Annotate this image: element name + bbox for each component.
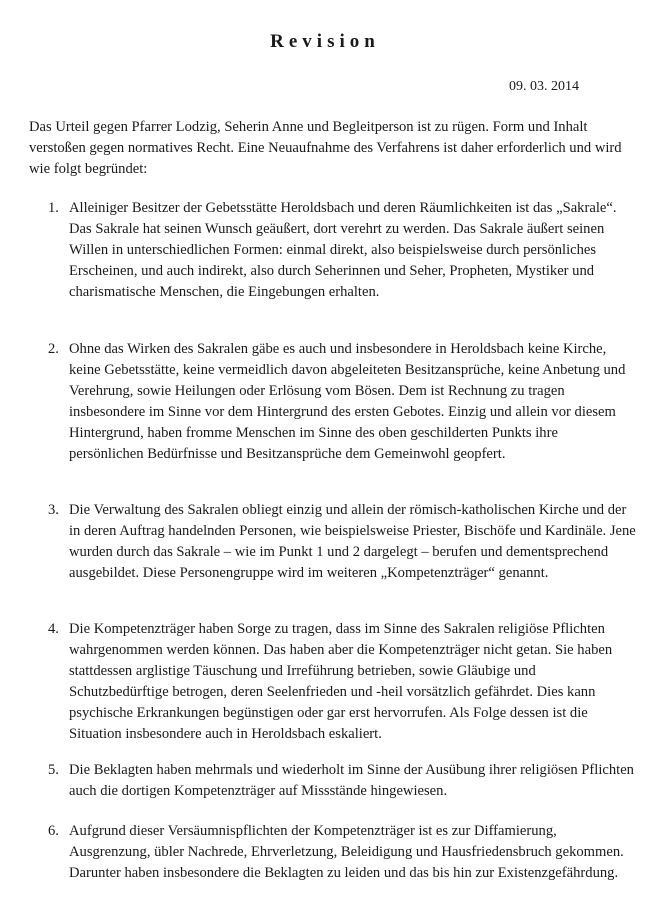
list-item-number: 6. — [48, 823, 59, 839]
list-item-number: 4. — [48, 621, 59, 637]
list-item-number: 2. — [48, 341, 59, 357]
list-item-number: 3. — [48, 502, 59, 518]
document-title: Revision — [270, 31, 380, 52]
list-item-number: 5. — [48, 762, 59, 778]
list-item-text: Alleiniger Besitzer der Gebetsstätte Heroldsbach und deren Räumlichkeiten ist das „Sakrale“. Das Sakrale hat seinen Wunsch geäußert, dort verehrt zu werden. Das Sakrale äußert seinen Willen in unterschiedlichen Formen: einmal direkt, also beispielsweise durch persönliches Erscheinen, und auch indirekt, also durch Seherinnen und Seher, Propheten, Mystiker und charismatische Menschen, die Eingebungen erhalten. — [69, 200, 617, 300]
list-item-text: Die Kompetenzträger haben Sorge zu tragen, dass im Sinne des Sakralen religiöse Pflichten wahrgenommen werden können. Das haben aber die Kompetenzträger nicht getan. Sie haben stattdessen arglistige Täuschung und Irreführung betrieben, sowie Gläubige und Schutzbedürftige betrogen, deren Seelenfrieden und -heil vorsätzlich gefährdet. Dies kann psychische Erkrankungen begünstigen oder gar erst hervorrufen. Als Folge dessen ist die Situation insbesondere auch in Heroldsbach eskaliert. — [69, 621, 613, 742]
list-item-text: Ohne das Wirken des Sakralen gäbe es auch und insbesondere in Heroldsbach keine Kirche, keine Gebetsstätte, keine vermeidlich davon abgeleiteten Besitzansprüche, keine Anbetung und Verehrung, sowie Heilungen oder Erlösung vom Bösen. Dem ist Rechnung zu tragen insbesondere im Sinne vor dem Hintergrund des ersten Gebotes. Einzig und allein vor diesem Hintergrund, haben fromme Menschen im Sinne des oben geschilderten Punkts ihre persönlichen Bedürfnisse und Besitzansprüche dem Gemeinwohl geopfert. — [69, 341, 626, 462]
list-item-text: Die Verwaltung des Sakralen obliegt einzig und allein der römisch-katholischen Kirche und der in deren Auftrag handelnden Personen, wie beispielsweise Priester, Bischöfe und Kardinäle. Jene wurden durch das Sakrale – wie im Punkt 1 und 2 dargelegt – berufen und dementsprechend ausgebildet. Diese Personengruppe wird im weiteren „Kompetenzträger“ genannt. — [69, 502, 636, 581]
document-date: 09. 03. 2014 — [509, 79, 579, 94]
list-item-text: Aufgrund dieser Versäumnispflichten der Kompetenzträger ist es zur Diffamierung, Ausgrenzung, übler Nachrede, Ehrverletzung, Beleidigung und Hausfriedensbruch gekommen. Darunter haben insbesondere die Beklagten zu leiden und das bis hin zur Existenzgefährdung. — [69, 823, 624, 881]
intro-paragraph: Das Urteil gegen Pfarrer Lodzig, Seherin Anne und Begleitperson ist zu rügen. Form und Inhalt verstoßen gegen normatives Recht. Eine Neuaufnahme des Verfahrens ist daher erforderlich und wird wie folgt begründet: — [29, 119, 622, 177]
list-item-number: 1. — [48, 200, 59, 216]
list-item-text: Die Beklagten haben mehrmals und wiederholt im Sinne der Ausübung ihrer religiösen Pflichten auch die dortigen Kompetenzträger auf Missstände hingewiesen. — [69, 762, 634, 799]
